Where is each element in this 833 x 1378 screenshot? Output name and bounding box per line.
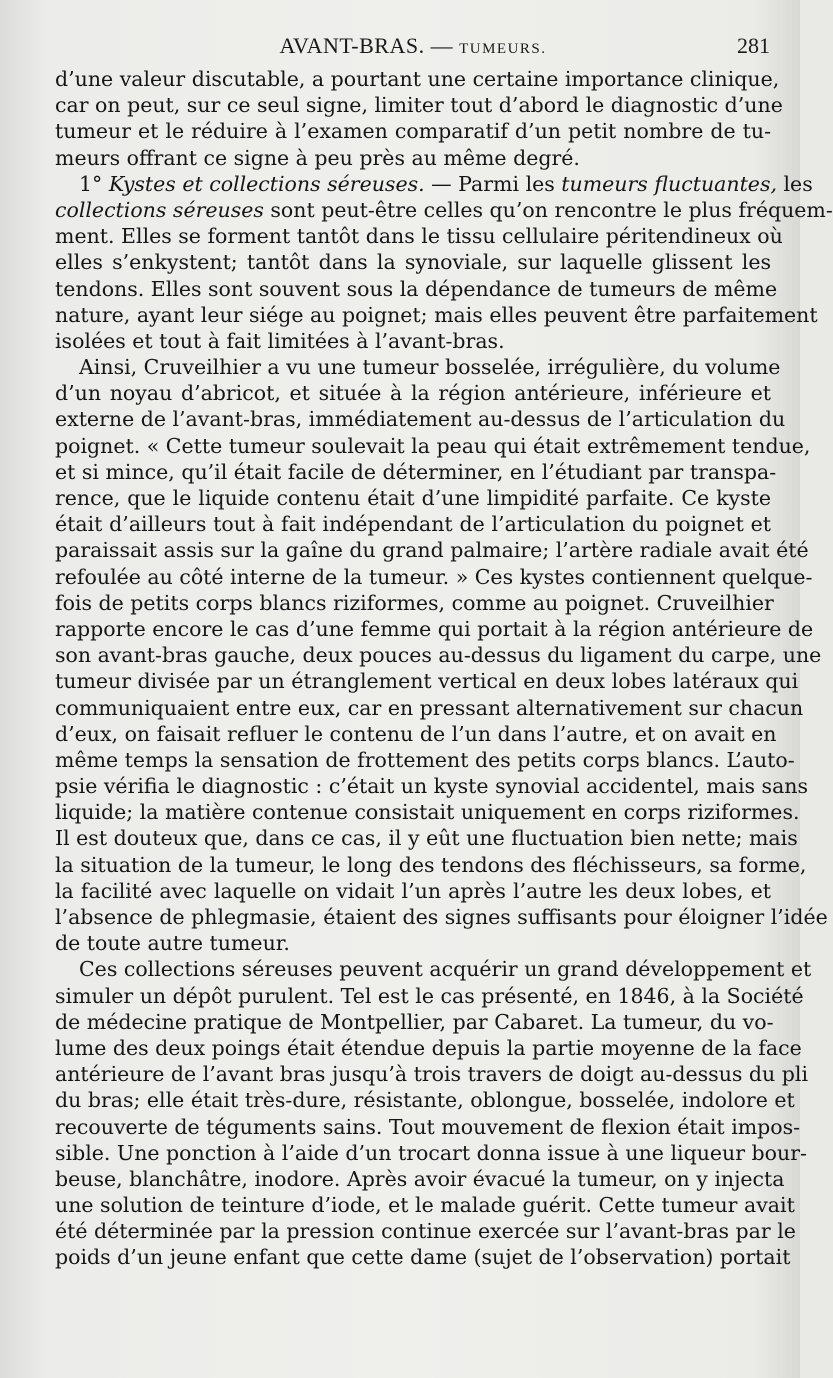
page-number: 281 <box>737 33 770 58</box>
text-line: antérieure de l’avant bras jusqu’à trois travers de doigt au-dessus du pli <box>55 1062 809 1087</box>
text-line: de médecine pratique de Montpellier, par Cabaret. La tumeur, du vo- <box>55 1009 774 1034</box>
text-line: l’absence de phlegmasie, étaient des signes suffisants pour éloigner l’idée <box>55 905 828 929</box>
text-line: ment. Elles se forment tantôt dans le tissu cellulaire péritendineux où <box>55 224 783 249</box>
text-line: collections séreuses sont peut-être celles qu’on rencontre le plus fréquem- <box>55 197 833 222</box>
running-head-section: TUMEURS. <box>459 41 547 57</box>
text-line: de toute autre tumeur. <box>55 931 290 956</box>
text-line: était d’ailleurs tout à fait indépendant de l’articulation du poignet et <box>55 512 771 537</box>
text-line: isolées et tout à fait limitées à l’avant-bras. <box>55 328 505 353</box>
text-line: elles s’enkystent; tantôt dans la synoviale, sur laquelle glissent les <box>55 250 771 275</box>
body-text <box>55 66 833 1271</box>
text-line: communiquaient entre eux, car en pressant alternativement sur chacun <box>55 695 804 720</box>
running-head-dash: — <box>430 33 454 58</box>
running-head <box>56 33 770 61</box>
text-line: d’eux, on faisait refluer le contenu de l’un dans l’autre, et on avait en <box>55 721 777 746</box>
text-line: poignet. « Cette tumeur soulevait la peau qui était extrêmement tendue, <box>55 433 811 458</box>
text-line: paraissait assis sur la gaîne du grand palmaire; l’artère radiale avait été <box>55 538 809 563</box>
text-line: tendons. Elles sont souvent sous la dépendance de tumeurs de même <box>55 276 778 301</box>
text-line: été déterminée par la pression continue exercée sur l’avant-bras par le <box>55 1219 796 1244</box>
text-line: rence, que le liquide contenu était d’une limpidité parfaite. Ce kyste <box>55 486 771 510</box>
running-head-chapter: AVANT-BRAS. <box>279 33 425 58</box>
text-line: Il est douteux que, dans ce cas, il y eût une fluctuation bien nette; mais <box>55 826 798 851</box>
text-line: meurs offrant ce signe à peu près au même degré. <box>55 145 580 170</box>
text-line: tumeur et le réduire à l’examen comparatif d’un petit nombre de tu- <box>55 119 771 144</box>
text-line: externe de l’avant-bras, immédiatement au-dessus de l’articulation du <box>55 407 786 432</box>
text-line: 1° Kystes et collections séreuses. — Parmi les tumeurs fluctuantes, les <box>79 171 813 196</box>
text-line: du bras; elle était très-dure, résistante, oblongue, bosselée, indolore et <box>55 1088 795 1113</box>
text-line: d’une valeur discutable, a pourtant une certaine importance clinique, <box>55 67 780 91</box>
text-line: simuler un dépôt purulent. Tel est le cas présenté, en 1846, à la Société <box>55 983 804 1008</box>
text-line: d’un noyau d’abricot, et située à la région antérieure, inférieure et <box>55 381 771 406</box>
text-line: Ainsi, Cruveilhier a vu une tumeur bosselée, irrégulière, du volume <box>79 355 781 380</box>
text-line: même temps la sensation de frottement des petits corps blancs. L’auto- <box>55 747 795 772</box>
text-line: recouverte de téguments sains. Tout mouvement de flexion était impos- <box>55 1114 801 1139</box>
text-line: beuse, blanchâtre, inodore. Après avoir évacué la tumeur, on y injecta <box>55 1166 785 1191</box>
text-line: la facilité avec laquelle on vidait l’un après l’autre les deux lobes, et <box>55 878 771 903</box>
text-line: Ces collections séreuses peuvent acquérir un grand développement et <box>79 957 812 982</box>
text-line: et si mince, qu’il était facile de déterminer, en l’étudiant par transpa- <box>55 459 777 484</box>
text-line: une solution de teinture d’iode, et le malade guérit. Cette tumeur avait <box>55 1193 795 1218</box>
text-line: lume des deux poings était étendue depuis la partie moyenne de la face <box>55 1035 802 1060</box>
text-line: liquide; la matière contenue consistait uniquement en corps riziformes. <box>55 800 800 825</box>
text-line: nature, ayant leur siége au poignet; mais elles peuvent être parfaitement <box>55 302 818 327</box>
text-line: fois de petits corps blancs riziformes, comme au poignet. Cruveilhier <box>55 590 774 615</box>
text-line: refoulée au côté interne de la tumeur. » Ces kystes contiennent quelque- <box>55 564 813 589</box>
text-line: son avant-bras gauche, deux pouces au-dessus du ligament du carpe, une <box>55 643 822 668</box>
text-line: la situation de la tumeur, le long des tendons des fléchisseurs, sa forme, <box>55 852 807 877</box>
text-line: tumeur divisée par un étranglement vertical en deux lobes latéraux qui <box>55 669 799 694</box>
text-line: psie vérifia le diagnostic : c’était un kyste synovial accidentel, mais sans <box>55 774 809 799</box>
text-line: sible. Une ponction à l’aide d’un trocart donna issue à une liqueur bour- <box>55 1140 807 1165</box>
running-head-title <box>56 33 770 59</box>
text-line: car on peut, sur ce seul signe, limiter tout d’abord le diagnostic d’une <box>55 93 783 118</box>
text-line: rapporte encore le cas d’une femme qui portait à la région antérieure de <box>55 616 814 641</box>
text-line: poids d’un jeune enfant que cette dame (sujet de l’observation) portait <box>55 1245 791 1270</box>
